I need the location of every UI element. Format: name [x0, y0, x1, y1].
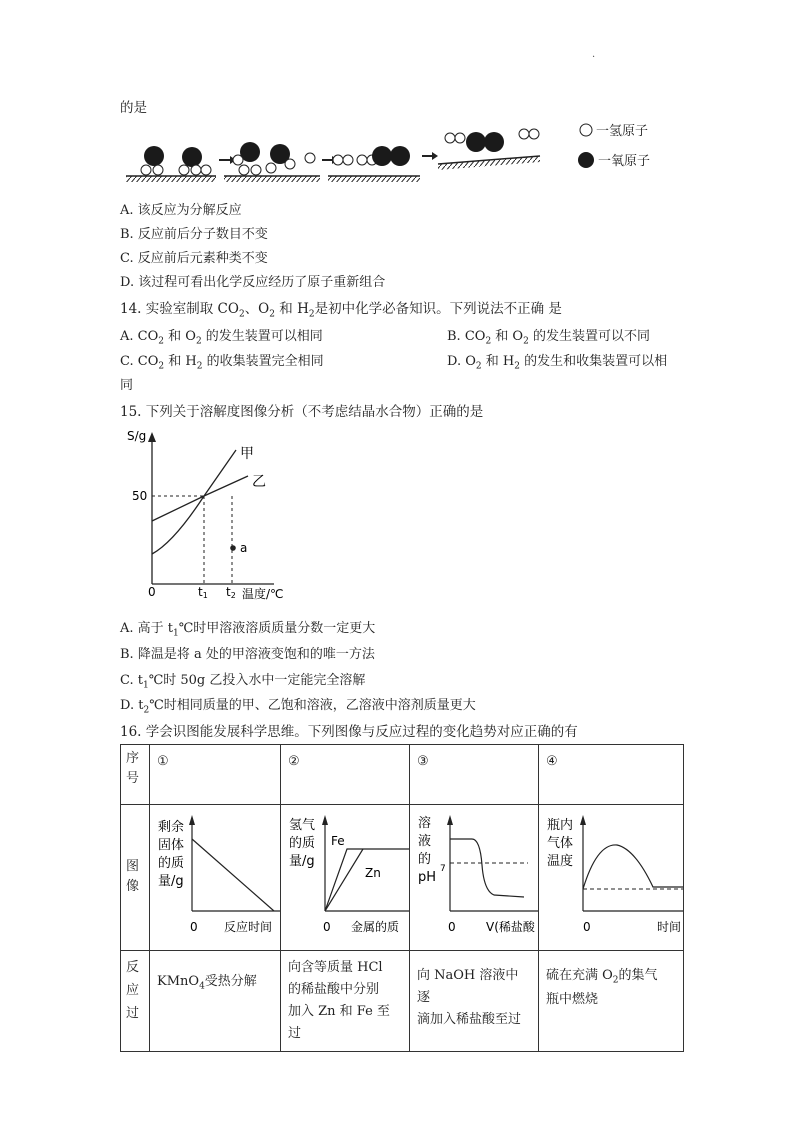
graph-cell-3 — [410, 805, 539, 951]
svg-text:剩余: 剩余 — [158, 820, 185, 835]
col-header-4: ④ — [539, 745, 684, 805]
graph-cell-4 — [539, 805, 684, 951]
svg-text:0: 0 — [583, 920, 591, 934]
q16-stem: 16. 学会识图能发展科学思维。下列图像与反应过程的变化趋势对应正确的有 — [120, 724, 578, 740]
svg-text:金属的质: 金属的质 — [351, 920, 400, 934]
process-cell-4: 硫在充满 $O_2$的集气 瓶中燃烧 — [539, 951, 684, 1052]
svg-text:反应时间: 反应时间 — [224, 920, 273, 934]
svg-text:0: 0 — [448, 920, 456, 934]
process-cell-1: KMnO$_4$受热分解 — [150, 951, 281, 1052]
svg-text:瓶内: 瓶内 — [547, 818, 574, 833]
q14-option-d: D. $O_2$ 和 $H_2$ 的发生和收集装置可以相 — [447, 354, 668, 372]
svg-text:温度: 温度 — [547, 854, 574, 869]
q15-point-a — [230, 545, 236, 551]
series-yi-line — [152, 476, 248, 521]
q15-series-jia: 甲 — [240, 446, 254, 462]
q15-origin: 0 — [148, 585, 156, 599]
svg-text:氢气: 氢气 — [289, 818, 316, 833]
col-header-2: ② — [281, 745, 410, 805]
col-header-3: ③ — [410, 745, 539, 805]
graph-1 — [150, 805, 280, 949]
svg-text:溶: 溶 — [418, 816, 432, 831]
q15-stem: 15. 下列关于溶解度图像分析（不考虑结晶水合物）正确的是 — [120, 404, 484, 420]
svg-text:的: 的 — [418, 852, 432, 867]
series-jia-curve — [152, 450, 236, 554]
svg-text:时间: 时间 — [657, 920, 682, 934]
row-header-graph: 图像 — [121, 805, 150, 951]
q13-stem-tail: 的是 — [120, 100, 147, 116]
svg-text:pH: pH — [418, 870, 437, 885]
svg-text:7: 7 — [440, 864, 446, 874]
q15-t2: t2 — [226, 585, 236, 600]
svg-text:固体: 固体 — [158, 838, 185, 853]
q13-molecule-diagram — [120, 112, 680, 190]
graph-cell-1 — [150, 805, 281, 951]
graph-cell-2 — [281, 805, 410, 951]
q15-xlabel: 温度/℃ — [242, 587, 284, 601]
q15-option-b: B. 降温是将 a 处的甲溶液变饱和的唯一方法 — [120, 647, 375, 662]
q16-table — [120, 744, 684, 1052]
q14-option-a: A. $CO_2$ 和 $O_2$ 的发生装置可以相同 — [120, 329, 323, 347]
q13-option-c: C. 反应前后元素种类不变 — [120, 251, 268, 266]
q15-t1: t1 — [198, 585, 208, 600]
svg-text:液: 液 — [418, 834, 432, 849]
svg-text:量/g: 量/g — [289, 854, 315, 869]
q15-option-a: A. 高于 $t_1℃$时甲溶液溶质质量分数一定更大 — [120, 621, 376, 639]
q14-stem: 14. 实验室制取 $CO_2$、$O_2$ 和 $H_2$是初中化学必备知识。下列说法不正确 是 — [120, 301, 562, 320]
graph-3 — [410, 805, 538, 949]
svg-text:V(稀盐酸: V(稀盐酸 — [486, 920, 535, 934]
svg-text:0: 0 — [323, 920, 331, 934]
svg-text:量/g: 量/g — [158, 874, 184, 889]
q13-option-b: B. 反应前后分子数目不变 — [120, 227, 268, 242]
svg-text:气体: 气体 — [547, 836, 574, 851]
graph-4 — [539, 805, 683, 949]
row-header-process: 反应过 — [121, 951, 150, 1052]
process-cell-2: 向含等质量 HCl 的稀盐酸中分别 加入 Zn 和 Fe 至过 — [281, 951, 410, 1052]
svg-text:Zn: Zn — [365, 866, 381, 880]
svg-text:Fe: Fe — [331, 834, 345, 848]
header-mark: · — [592, 52, 596, 63]
q15-y-tick: 50 — [132, 489, 148, 503]
q15-series-yi: 乙 — [252, 474, 266, 490]
q15-point-label: a — [240, 541, 248, 555]
legend-hydrogen: 一氢原子 — [596, 124, 649, 139]
q13-option-a: A. 该反应为分解反应 — [120, 203, 242, 218]
row-header-seq: 序号 — [121, 745, 150, 805]
q15-solubility-graph — [124, 424, 284, 604]
q14-option-c: C. $CO_2$ 和 $H_2$ 的收集装置完全相同 — [120, 354, 324, 372]
q14-option-b: B. $CO_2$ 和 $O_2$ 的发生装置可以不同 — [447, 329, 650, 347]
graph-2 — [281, 805, 409, 949]
q14-option-d-wrap: 同 — [120, 378, 134, 393]
q13-option-d: D. 该过程可看出化学反应经历了原子重新组合 — [120, 275, 386, 290]
q15-option-c: C. $t_1℃$时 50g 乙投入水中一定能完全溶解 — [120, 673, 366, 691]
process-cell-3: 向 NaOH 溶液中逐 滴加入稀盐酸至过 — [410, 951, 539, 1052]
svg-text:的质: 的质 — [289, 836, 316, 851]
svg-text:0: 0 — [190, 920, 198, 934]
legend-oxygen: 一氧原子 — [598, 154, 651, 169]
svg-text:的质: 的质 — [158, 856, 185, 871]
col-header-1: ① — [150, 745, 281, 805]
q15-ylabel: S/g — [127, 429, 147, 443]
q15-option-d: D. $t_2℃$时相同质量的甲、乙饱和溶液，乙溶液中溶剂质量更大 — [120, 698, 476, 716]
